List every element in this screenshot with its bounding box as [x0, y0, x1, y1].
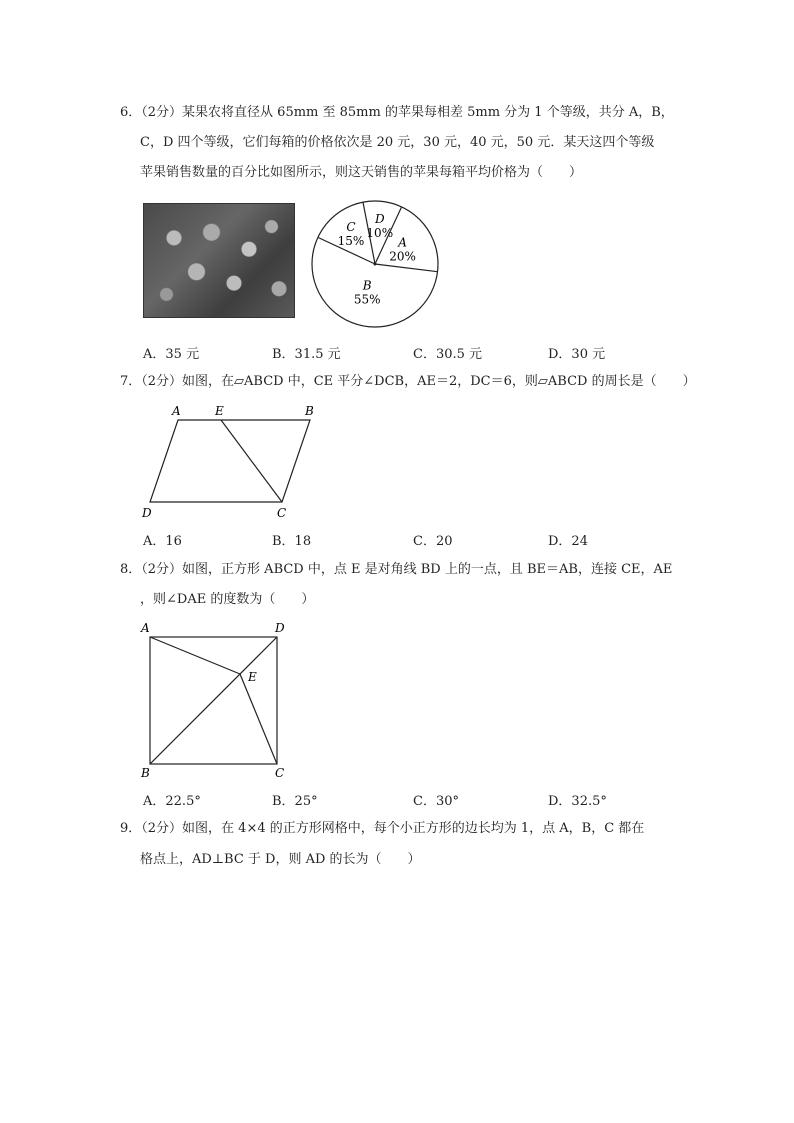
- segment-ae: [150, 637, 240, 674]
- segment-ce: [240, 674, 277, 764]
- q8-option-b[interactable]: B．25°: [272, 794, 318, 809]
- q6-option-c[interactable]: C．30.5 元: [413, 347, 483, 362]
- label-e: E: [215, 404, 224, 418]
- q8-line-2: ，则∠DAE 的度数为（ ）: [140, 592, 315, 607]
- parallelogram-figure: [135, 400, 335, 525]
- pie-value-b: 55%: [353, 292, 381, 307]
- q9-line-1: 9．（2分）如图，在 4×4 的正方形网格中，每个小正方形的边长均为 1，点 A，B，C 都在: [120, 821, 645, 836]
- label-b: B: [141, 766, 150, 780]
- label-e: E: [248, 670, 257, 684]
- q6-line-3: 苹果销售数量的百分比如图所示，则这天销售的苹果每箱平均价格为（ ）: [140, 165, 583, 180]
- square-figure: [135, 615, 305, 780]
- pie-label-d: D: [374, 212, 385, 227]
- q7-option-b[interactable]: B．18: [272, 534, 312, 549]
- q7-option-d[interactable]: D．24: [548, 534, 588, 549]
- pie-center: [374, 263, 377, 266]
- q8-option-c[interactable]: C．30°: [413, 794, 459, 809]
- label-d: D: [142, 506, 152, 520]
- q6-option-a[interactable]: A．35 元: [143, 347, 200, 362]
- label-b: B: [305, 404, 314, 418]
- label-c: C: [275, 766, 285, 780]
- label-a: A: [141, 621, 150, 635]
- q7-option-a[interactable]: A．16: [143, 534, 182, 549]
- q6-line-2: C，D 四个等级，它们每箱的价格依次是 20 元，30 元，40 元，50 元．某天这四个等级: [140, 135, 655, 150]
- q9-line-2: 格点上，AD⊥BC 于 D，则 AD 的长为（ ）: [140, 852, 421, 867]
- pie-label-b: B: [362, 278, 372, 293]
- pie-value-d: 10%: [366, 226, 394, 241]
- pie-label-a: A: [398, 235, 407, 250]
- q8-line-1: 8．（2分）如图，正方形 ABCD 中，点 E 是对角线 BD 上的一点，且 BE＝AB，连接 CE，AE: [120, 562, 673, 577]
- pie-value-c: 15%: [337, 234, 365, 249]
- pie-label-c: C: [346, 220, 356, 235]
- pie-value-a: 20%: [389, 249, 416, 264]
- q6-option-d[interactable]: D．30 元: [548, 347, 606, 362]
- q6-line-1: 6．（2分）某果农将直径从 65mm 至 85mm 的苹果每相差 5mm 分为 1 个等级，共分 A，B，: [120, 105, 674, 120]
- label-a: A: [172, 404, 181, 418]
- q6-option-b[interactable]: B．31.5 元: [272, 347, 341, 362]
- q8-option-a[interactable]: A．22.5°: [143, 794, 201, 809]
- segment-ce: [221, 420, 282, 502]
- pie-chart: [307, 196, 447, 336]
- label-c: C: [277, 506, 287, 520]
- q7-line-1: 7．（2分）如图，在▱ABCD 中，CE 平分∠DCB，AE＝2，DC＝6，则▱ABCD 的周长是（ ）: [120, 374, 696, 389]
- label-d: D: [275, 621, 285, 635]
- q8-option-d[interactable]: D．32.5°: [548, 794, 607, 809]
- apple-tree-photo: [143, 203, 295, 318]
- diagonal-bd: [150, 637, 277, 764]
- q7-option-c[interactable]: C．20: [413, 534, 453, 549]
